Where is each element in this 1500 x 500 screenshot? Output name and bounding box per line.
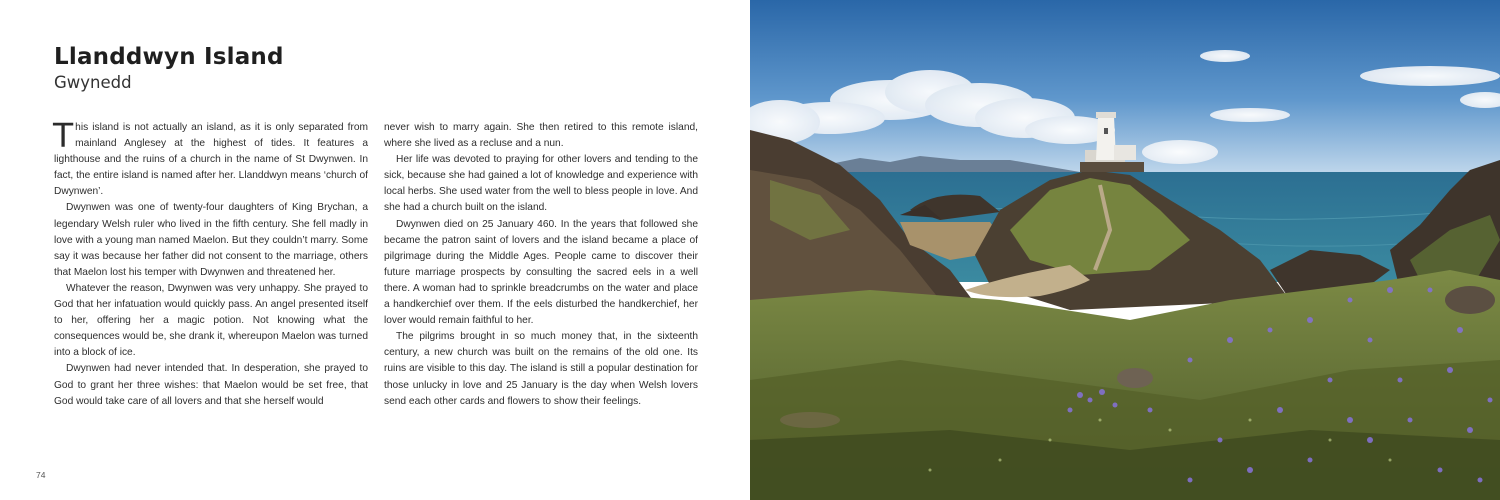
paragraph: Dwynwen had never intended that. In desperation, she prayed to God to grant her three wishes: that Maelon would be set free, that God would take care of all lovers and that she herself would xyxy=(54,363,368,407)
text-column-2 xyxy=(384,120,698,410)
paragraph: never wish to marry again. She then retired to this remote island, where she lived as a recluse and a nun. xyxy=(384,122,698,150)
drop-cap: T xyxy=(53,116,74,155)
paragraph: Dwynwen was one of twenty-four daughters of King Brychan, a legendary Welsh ruler who lived in the fifth century. She fell madly in love with a young man named Maelon. But they couldn’t marry. Some say it was because her father did not consent to the marriage, others that Maelon lost his temper with Dwynwen and threatened her. xyxy=(54,202,368,278)
article-subtitle: Gwynedd xyxy=(54,73,132,92)
paragraph: Whatever the reason, Dwynwen was very unhappy. She prayed to God that her infatuation would quickly pass. An angel presented itself to her, offering her a magic potion. Not knowing what the consequences would be, she drank it, whereupon Maelon was turned into a block of ice. xyxy=(54,282,368,359)
page-number: 74 xyxy=(36,470,46,480)
paragraph: The pilgrims brought in so much money that, in the sixteenth century, a new church was built on the remains of the old one. Its ruins are visible to this day. The island is still a popular destination for those unlucky in love and 25 January is the day when Welsh lovers send each other cards and flowers to show their feelings. xyxy=(384,331,698,407)
article-title: Llanddwyn Island xyxy=(54,44,284,70)
text-column-1 xyxy=(53,116,368,410)
lighthouse-photo xyxy=(750,0,1500,500)
paragraph: This island is not actually an island, as it is only separated from mainland Anglesey at the highest of tides. It features a lighthouse and the ruins of a church in the name of St Dwynwen. In fact, the entire island is named after her. Llanddwyn means ‘church of Dwynwen’. xyxy=(53,116,368,198)
paragraph: Dwynwen died on 25 January 460. In the years that followed she became the patron saint of lovers and the island became a place of pilgrimage during the Middle Ages. People came to discover their future marriage prospects by consulting the sacred eels in a well there. A woman had to sprinkle breadcrumbs on the water and place a handkerchief over them. If the eels disturbed the handkerchief, her lover would remain faithful to her. xyxy=(384,218,698,327)
paragraph: Her life was devoted to praying for other lovers and tending to the sick, because she had gained a lot of knowledge and experience with local herbs. She used water from the well to bless people in love. And she had a church built on the island. xyxy=(384,154,698,214)
